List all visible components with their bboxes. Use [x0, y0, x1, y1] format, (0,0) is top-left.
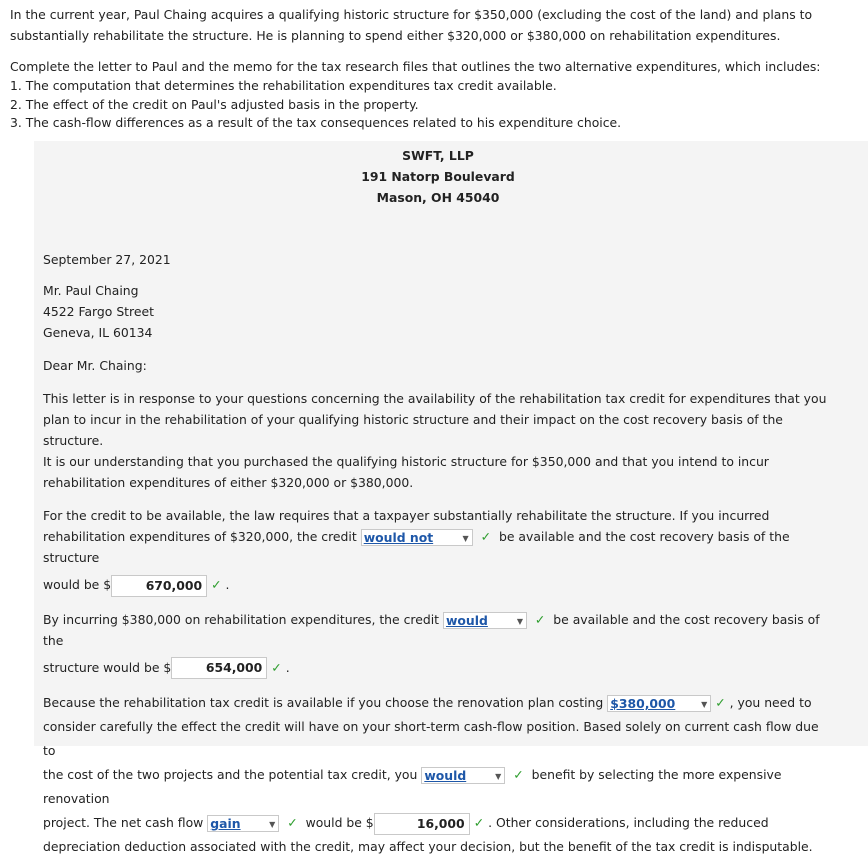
checkmark-icon: ✓: [211, 577, 222, 592]
text-span: Because the rehabilitation tax credit is available if you choose the renovation plan costing: [43, 695, 604, 710]
firm-name: SWFT, LLP: [402, 148, 474, 163]
checkmark-icon: ✓: [513, 767, 524, 782]
paragraph-intro: [43, 388, 833, 493]
salutation: Dear Mr. Chaing:: [43, 358, 147, 373]
list-item: 2. The effect of the credit on Paul's adjusted basis in the property.: [10, 96, 419, 112]
intro-line-2: substantially rehabilitate the structure. He is planning to spend either $320,000 or $380,000 on rehabilitation expenditures.: [10, 28, 781, 43]
letterhead: [43, 145, 833, 208]
recipient-city: Geneva, IL 60134: [43, 325, 153, 340]
credit-availability-select-320k[interactable]: [361, 529, 473, 546]
select-value: would: [424, 768, 467, 783]
recipient-address: [43, 280, 833, 343]
checkmark-icon: ✓: [480, 529, 492, 544]
paragraph-380k: [43, 609, 833, 680]
text-span: .: [285, 659, 290, 675]
firm-city: Mason, OH 45040: [376, 190, 500, 205]
para-line: [43, 657, 833, 680]
select-value: $380,000: [610, 696, 676, 711]
checkmark-icon: ✓: [287, 815, 298, 830]
letter-panel: [34, 141, 868, 854]
para-line: [43, 811, 833, 835]
requirement-list: [10, 77, 860, 133]
letter-date: September 27, 2021: [43, 252, 171, 267]
net-cash-flow-input[interactable]: 16,000: [374, 813, 470, 835]
text-span: .: [225, 577, 230, 592]
chevron-down-icon: ▼: [495, 772, 502, 781]
chevron-down-icon: ▼: [516, 616, 523, 626]
text-span: be available and the cost recovery basis of the: [43, 611, 820, 648]
recipient-name: Mr. Paul Chaing: [43, 283, 139, 298]
paragraph-320k: [43, 505, 833, 597]
para-line: It is our understanding that you purchased the qualifying historic structure for $350,000 and that you intend to incur: [43, 454, 769, 469]
paragraph-cash-flow: [43, 691, 833, 859]
text-span: structure would be $: [43, 659, 172, 675]
chevron-down-icon: ▼: [701, 700, 708, 709]
text-span: By incurring $380,000 on rehabilitation expenditures, the credit: [43, 611, 440, 627]
text-span: would be $: [305, 815, 374, 830]
para-line: plan to incur in the rehabilitation of your qualifying historic structure and their impact on the cost recovery basis of the structure.: [43, 412, 783, 448]
list-item: 3. The cash-flow differences as a result of the tax consequences related to his expenditure choice.: [10, 115, 622, 130]
text-span: rehabilitation expenditures of $320,000, the credit: [43, 529, 357, 544]
text-span: benefit by selecting the more expensive renovation: [43, 767, 782, 806]
para-line: depreciation deduction associated with the credit, may affect your decision, but the benefit of the tax credit is indisputable.: [43, 839, 813, 854]
list-item: 1. The computation that determines the rehabilitation expenditures tax credit available.: [10, 78, 557, 93]
checkmark-icon: ✓: [715, 695, 726, 710]
para-line: consider carefully the effect the credit will have on your short-term cash-flow position. Based solely on current cash flow due to: [43, 719, 819, 758]
checkmark-icon: ✓: [271, 659, 282, 675]
recipient-street: 4522 Fargo Street: [43, 304, 154, 319]
intro-line-1: In the current year, Paul Chaing acquires a qualifying historic structure for $350,000 (excluding the cost of the land) and plans to: [10, 7, 813, 22]
select-value: would not: [363, 530, 434, 545]
benefit-select[interactable]: [421, 767, 505, 784]
chevron-down-icon: ▼: [269, 820, 276, 829]
para-line: [43, 526, 833, 568]
instruction-text: Complete the letter to Paul and the memo for the tax research files that outlines the two alternative expenditures, which includes:: [10, 59, 821, 74]
text-span: . Other considerations, including the reduced: [488, 815, 769, 830]
para-line: [43, 763, 833, 811]
basis-input-320k[interactable]: 670,000: [111, 575, 207, 597]
select-value: gain: [210, 816, 241, 831]
renovation-plan-select[interactable]: [607, 695, 711, 712]
text-span: project. The net cash flow: [43, 815, 204, 830]
basis-input-380k[interactable]: 654,000: [171, 657, 267, 679]
cash-flow-direction-select[interactable]: [207, 815, 279, 832]
credit-availability-select-380k[interactable]: [443, 612, 527, 629]
text-span: be available and the cost recovery basis of the structure: [43, 529, 790, 565]
chevron-down-icon: ▼: [462, 534, 469, 543]
para-line: For the credit to be available, the law requires that a taxpayer substantially rehabilitate the structure. If you incurred: [43, 508, 770, 523]
text-span: the cost of the two projects and the potential tax credit, you: [43, 767, 418, 782]
para-line: This letter is in response to your questions concerning the availability of the rehabilitation tax credit for expenditures that you: [43, 391, 827, 406]
para-line: rehabilitation expenditures of either $320,000 or $380,000.: [43, 475, 414, 490]
text-span: would be $: [43, 577, 112, 592]
para-line: [43, 691, 833, 715]
checkmark-icon: ✓: [534, 611, 546, 627]
checkmark-icon: ✓: [473, 815, 485, 830]
firm-street: 191 Natorp Boulevard: [361, 169, 515, 184]
para-line: [43, 609, 833, 651]
para-line: [43, 574, 833, 597]
text-span: , you need to: [729, 695, 812, 710]
problem-intro: [10, 4, 860, 133]
select-value: would: [445, 612, 488, 628]
